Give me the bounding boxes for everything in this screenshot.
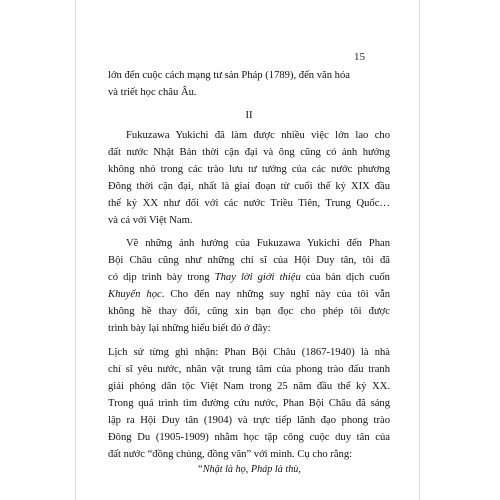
paragraph-0-line-2: và triết học châu Âu. — [108, 87, 197, 98]
section-heading: II — [245, 110, 253, 121]
paragraph-2-line-4-text: . Cho đến nay những suy nghĩ này của tôi vẫn — [161, 289, 390, 300]
paragraph-2-line-5: không hề thay đổi, cũng xin bạn đọc cho phép tôi được — [108, 306, 390, 317]
paragraph-2-line-2: Bội Châu cũng như những chí sĩ của Hội Duy tân, tôi đã — [108, 255, 390, 266]
paragraph-1-line-1: Fukuzawa Yukichi đã làm được nhiều việc lớn lao cho — [126, 130, 390, 141]
paragraph-2-line-3-italic-title: Thay lời giới thiệu — [214, 272, 301, 283]
paragraph-1-line-2: đất nước Nhật Bản thời cận đại và ông cũng có ảnh hưởng — [108, 147, 390, 158]
paragraph-1-line-6: và cả với Việt Nam. — [108, 215, 193, 226]
quote-line-1: “Nhật là họ, Pháp là thù, — [197, 464, 301, 475]
paragraph-3-line-6: Đông Du (1905-1909) nhằm học tập công cuộc duy tân của — [108, 432, 390, 443]
paragraph-2-line-4 — [108, 288, 390, 302]
paragraph-2-line-3-text-a: có dịp trình bày trong — [108, 272, 215, 283]
paragraph-3-line-5: lập ra Hội Duy tân (1904) và trực tiếp lãnh đạo phong trào — [108, 415, 390, 426]
paragraph-2-line-3 — [108, 271, 390, 285]
paragraph-1-line-5: thế kỷ XX như đối với các nước Triều Tiên, Trung Quốc… — [108, 198, 390, 209]
paragraph-3-line-7: đất nước “đồng chủng, đồng văn” với mình. Cụ cho rằng: — [108, 449, 353, 460]
paragraph-3-line-2: chí sĩ yêu nước, nhân vật trung tâm của phong trào đấu tranh — [108, 364, 390, 375]
paragraph-1-line-3: không nhỏ trong các trào lưu tư tưởng của các nước phương — [108, 164, 390, 175]
paragraph-2-line-6: trình bày lại những hiểu biết đó ở đây: — [108, 323, 271, 334]
paragraph-0-line-1: lớn đến cuộc cách mạng tư sản Pháp (1789), đến văn hóa — [108, 70, 350, 81]
paragraph-2-line-4-italic-title: Khuyến học — [108, 289, 162, 300]
paragraph-3-line-3: giải phóng dân tộc Việt Nam trong 25 năm đầu thế kỷ XX. — [108, 381, 390, 392]
paragraph-2-line-3-text-b: của bản dịch cuốn — [300, 272, 390, 283]
paragraph-2-line-1: Về những ảnh hưởng của Fukuzawa Yukichi đến Phan — [126, 238, 390, 249]
paragraph-3-line-4: Trong quá trình tìm đường cứu nước, Phan Bội Châu đã sáng — [108, 398, 390, 409]
page-number: 15 — [354, 51, 365, 63]
paragraph-1-line-4: Đông thời cận đại, nhất là giai đoạn từ cuối thế kỷ XIX đầu — [108, 181, 390, 192]
paragraph-3-line-1: Lịch sử từng ghi nhận: Phan Bội Châu (1867-1940) là nhà — [108, 347, 390, 358]
